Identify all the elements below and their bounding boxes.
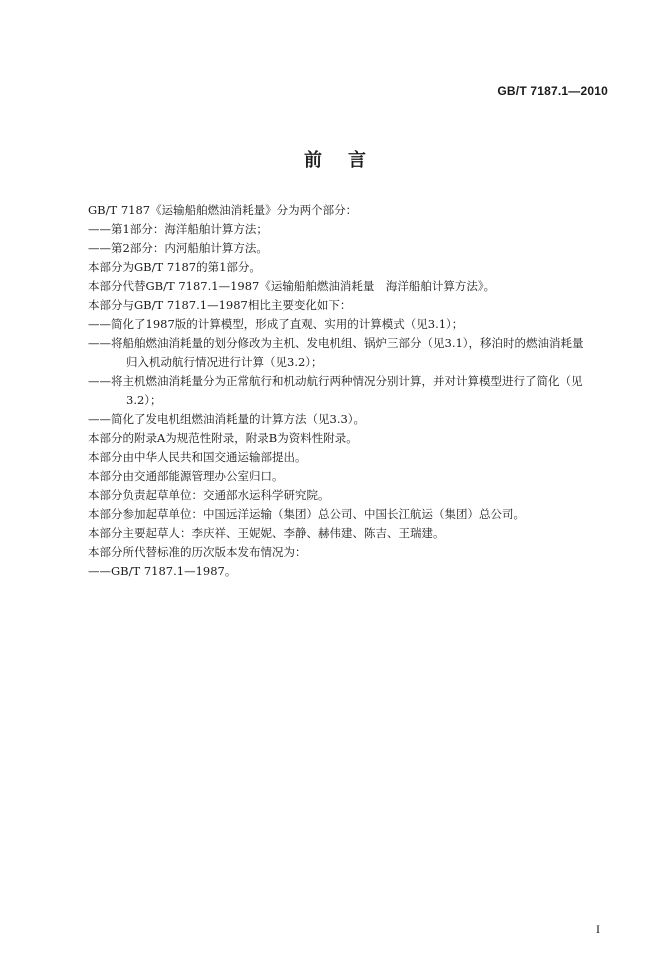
- text-line: 本部分的附录A为规范性附录，附录B为资料性附录。: [88, 431, 358, 445]
- text-line: 本部分由交通部能源管理办公室归口。: [88, 469, 284, 483]
- page-title: 前言: [304, 150, 392, 171]
- list-item: ——第1部分：海洋船舶计算方法；: [88, 222, 268, 236]
- text-line: 本部分所代替标准的历次版本发布情况为：: [88, 545, 307, 559]
- list-item: ——GB/T 7187.1—1987。: [88, 564, 237, 578]
- page-number: I: [596, 922, 600, 936]
- text-line: GB/T 7187《运输船舶燃油消耗量》分为两个部分：: [88, 203, 358, 217]
- list-item: ——简化了1987版的计算模型，形成了直观、实用的计算模式（见3.1）；: [88, 317, 464, 331]
- list-item-continuation: 3.2）；: [126, 393, 162, 407]
- list-item: ——将船舶燃油消耗量的划分修改为主机、发电机组、锅炉三部分（见3.1），移泊时的燃油消耗量: [88, 336, 584, 350]
- text-line: 本部分与GB/T 7187.1—1987相比主要变化如下：: [88, 298, 352, 312]
- list-item: ——第2部分：内河船舶计算方法。: [88, 241, 268, 255]
- text-line: 本部分参加起草单位：中国远洋运输（集团）总公司、中国长江航运（集团）总公司。: [88, 507, 525, 521]
- list-item: ——将主机燃油消耗量分为正常航行和机动航行两种情况分别计算，并对计算模型进行了简化（见: [88, 374, 583, 388]
- text-line: 本部分代替GB/T 7187.1—1987《运输船舶燃油消耗量 海洋船舶计算方法》。: [88, 279, 496, 293]
- text-line: 本部分负责起草单位：交通部水运科学研究院。: [88, 488, 330, 502]
- list-item: ——简化了发电机组燃油消耗量的计算方法（见3.3）。: [88, 412, 366, 426]
- text-line: 本部分由中华人民共和国交通运输部提出。: [88, 450, 307, 464]
- standard-code: GB/T 7187.1—2010: [497, 84, 608, 98]
- list-item-continuation: 归入机动航行情况进行计算（见3.2）；: [126, 355, 323, 369]
- foreword-body: [88, 201, 610, 581]
- text-line: 本部分主要起草人：李庆祥、王妮妮、李静、赫伟建、陈吉、王瑞建。: [88, 526, 445, 540]
- text-line: 本部分为GB/T 7187的第1部分。: [88, 260, 261, 274]
